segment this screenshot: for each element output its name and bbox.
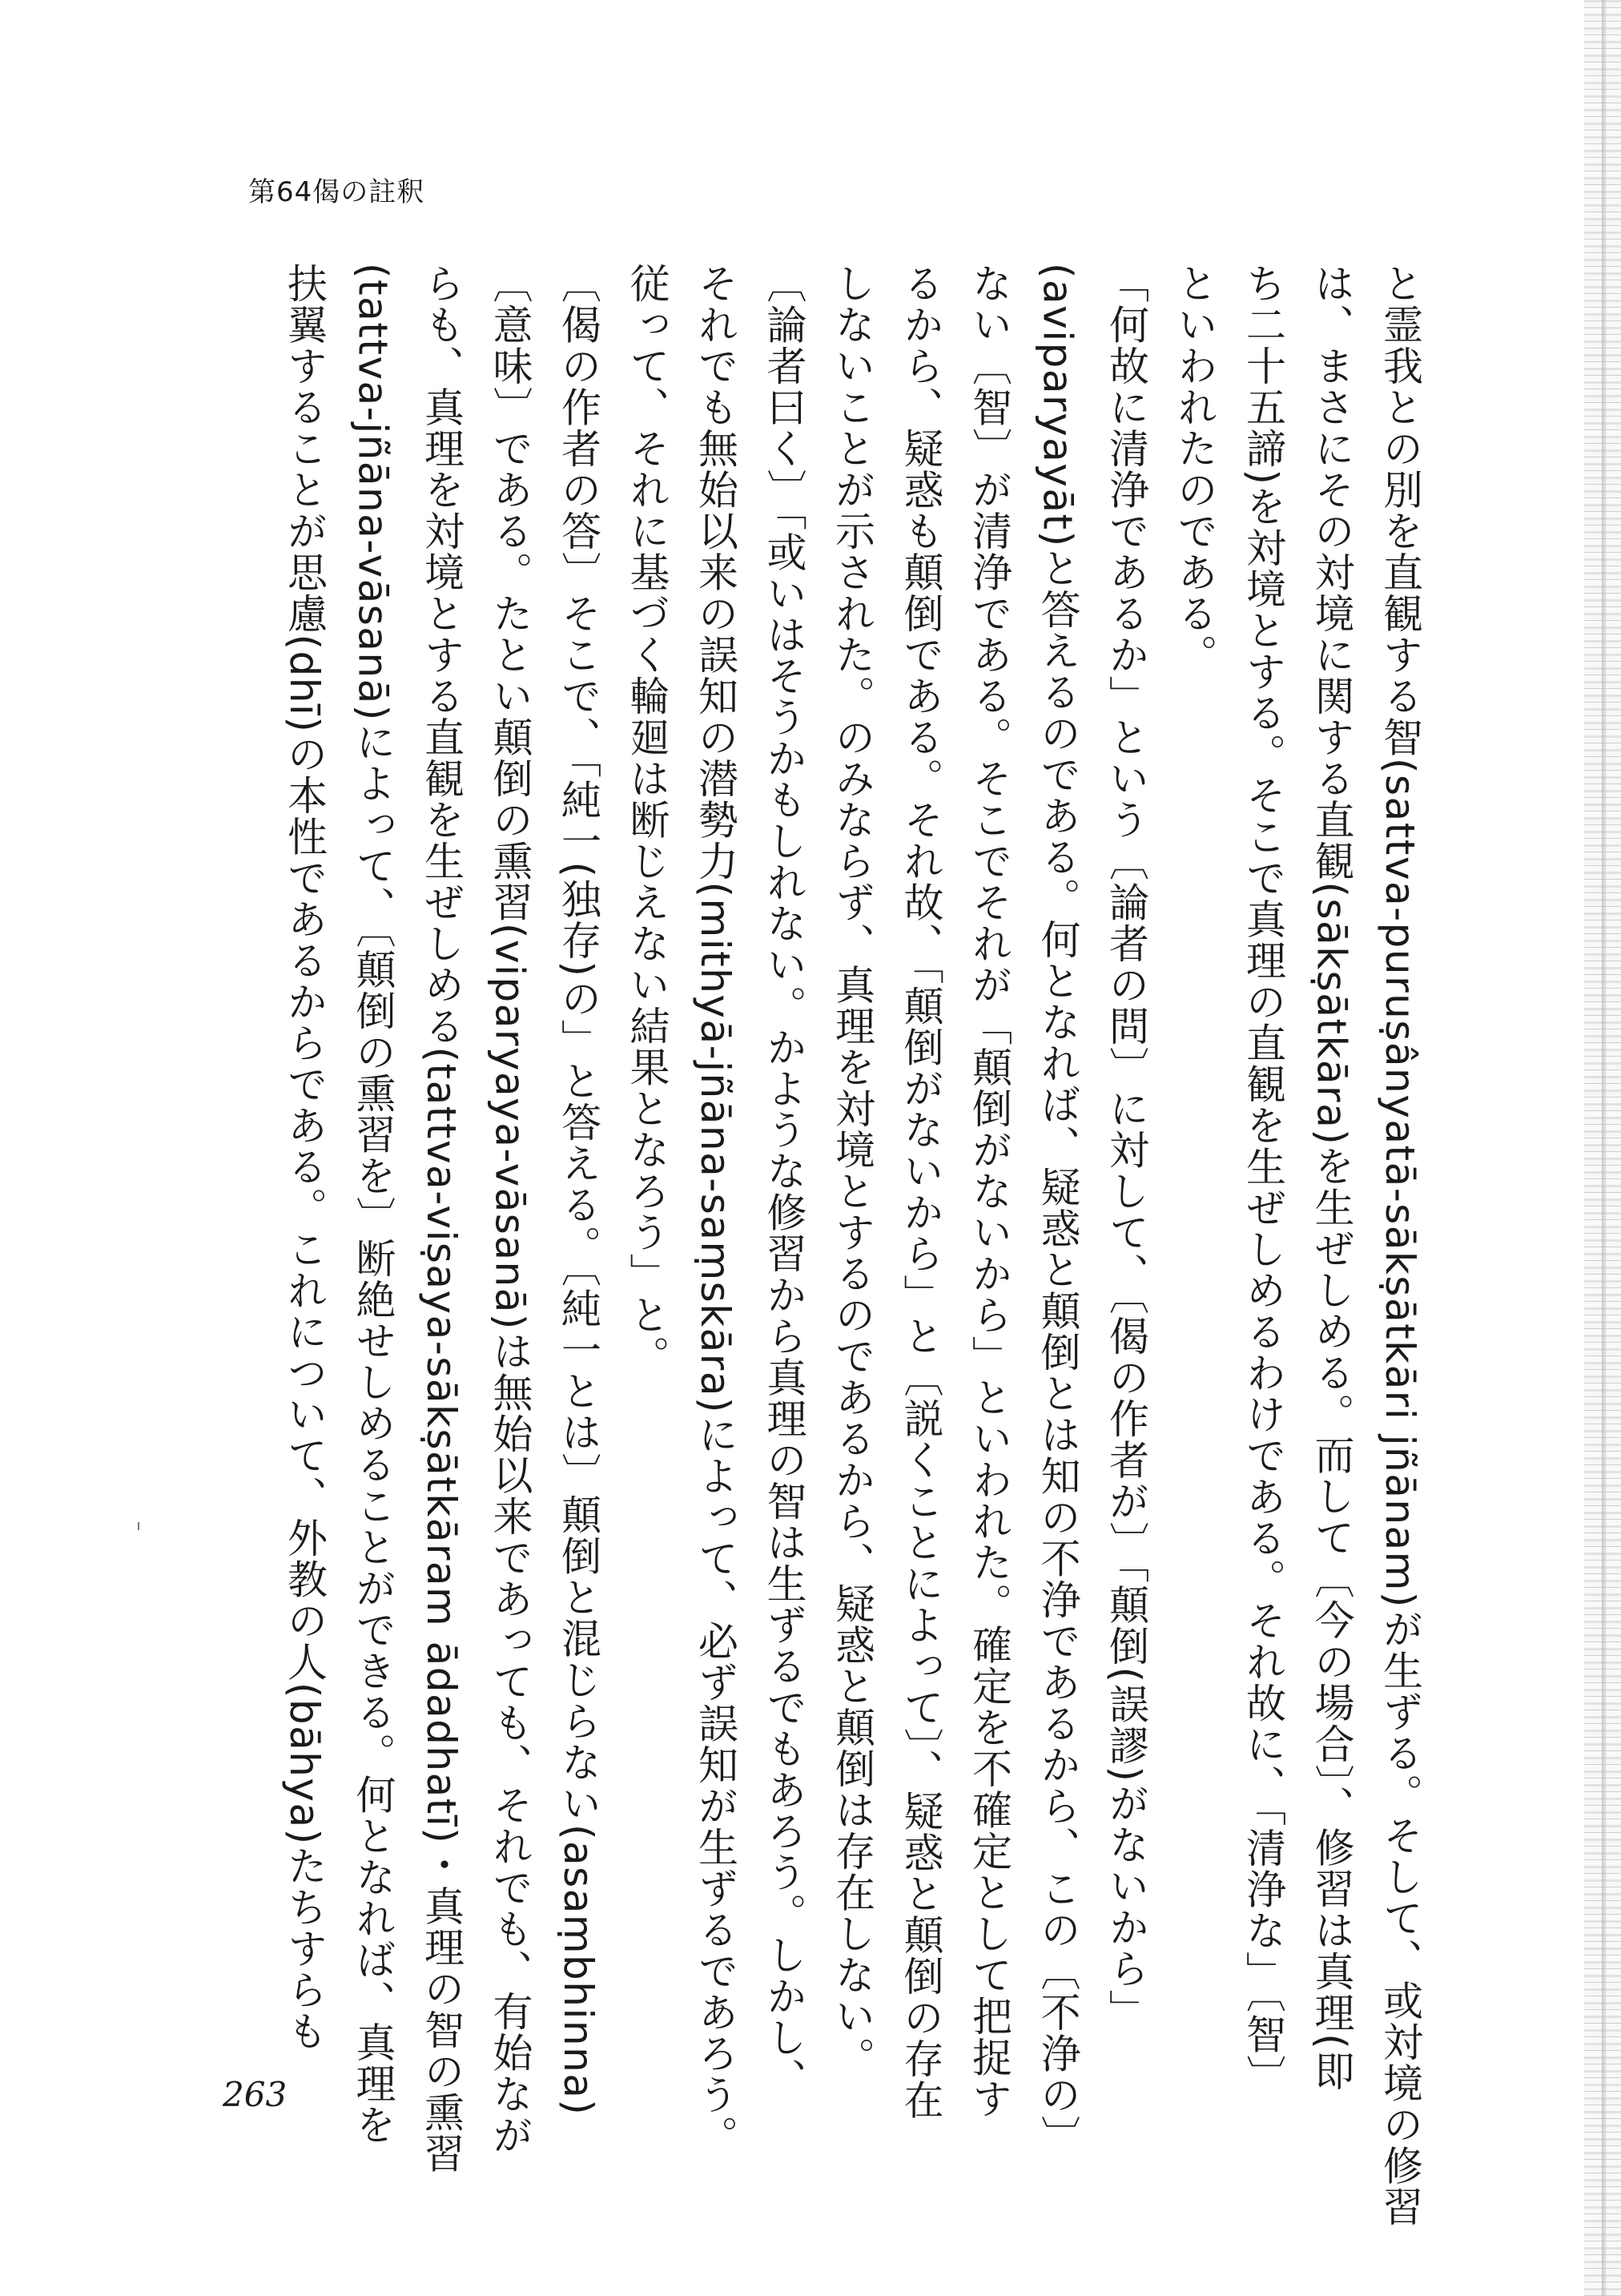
text-line: 〔偈の作者の答〕そこで、「純一(独存)の」と答える。〔純一とは〕顛倒と混じらない(asaṃbhinna) (555, 263, 601, 2117)
text-line: るから、疑惑も顛倒である。それ故、「顛倒がないから」と〔説くことによって〕、疑惑と顛倒の存在 (897, 263, 944, 2121)
text-line: 〔意味〕である。たとい顛倒の熏習(viparyaya-vāsanā)は無始以来であっても、それでも、有始なが (486, 263, 533, 2156)
text-line: (aviparyayāt)と答えるのである。何となれば、疑惑と顛倒とは知の不浄であるから、この〔不浄の〕 (1034, 263, 1081, 2157)
running-head: 第64偈の註釈 (248, 176, 425, 208)
text-line: 従って、それに基づく輪廻は断じえない結果となろう」と。 (623, 263, 670, 1377)
binding-edge (1602, 0, 1607, 2296)
text-line: は、まさにその対境に関する直観(sākṣātkāra)を生ぜしめる。而して〔今の場合〕、修習は真理(即 (1308, 263, 1355, 2092)
text-line: それでも無始以来の誤知の潜勢力(mithyā-jñāna-saṃskāra)によって、必ず誤知が生ずるであろう。 (692, 263, 738, 2157)
text-line: しないことが示された。のみならず、真理を対境とするのであるから、疑惑と顛倒は存在しない。 (829, 263, 875, 2078)
text-line: ち二十五諦)を対境とする。そこで真理の直観を生ぜしめるわけである。それ故に、「清浄な」〔智〕 (1240, 263, 1286, 2097)
text-line: 扶翼することが思慮(dhī)の本性であるからである。これについて、外教の人(bāhya)たちすらも (281, 263, 328, 2052)
text-line: 「何故に清浄であるか」という〔論者の問〕に対して、〔偈の作者が〕「顛倒(誤謬)がないから」 (1103, 263, 1149, 2031)
scan-speck (138, 1522, 139, 1530)
text-line: と霊我との別を直観する智(sattva-puruṣânyatā-sākṣātkāri jñānam)が生ずる。そして、或対境の修習 (1377, 263, 1423, 2228)
text-line: 〔論者曰く〕「或いはそうかもしれない。かような修習から真理の智は生ずるでもあろう。しかし、 (760, 263, 807, 2100)
text-line: といわれたのである。 (1171, 263, 1218, 675)
text-line: らも、真理を対境とする直観を生ぜしめる(tattva-viṣaya-sākṣātkāram ādadhatī)・真理の智の熏習 (418, 263, 465, 2175)
text-line: (tattva-jñāna-vāsanā)によって、〔顛倒の熏習を〕断絶せしめることができる。何となれば、真理を (349, 263, 396, 2146)
page-number: 263 (223, 2075, 288, 2114)
text-line: ない〔智〕が清浄である。そこでそれが「顛倒がないから」といわれた。確定を不確定として把捉す (966, 263, 1012, 2120)
